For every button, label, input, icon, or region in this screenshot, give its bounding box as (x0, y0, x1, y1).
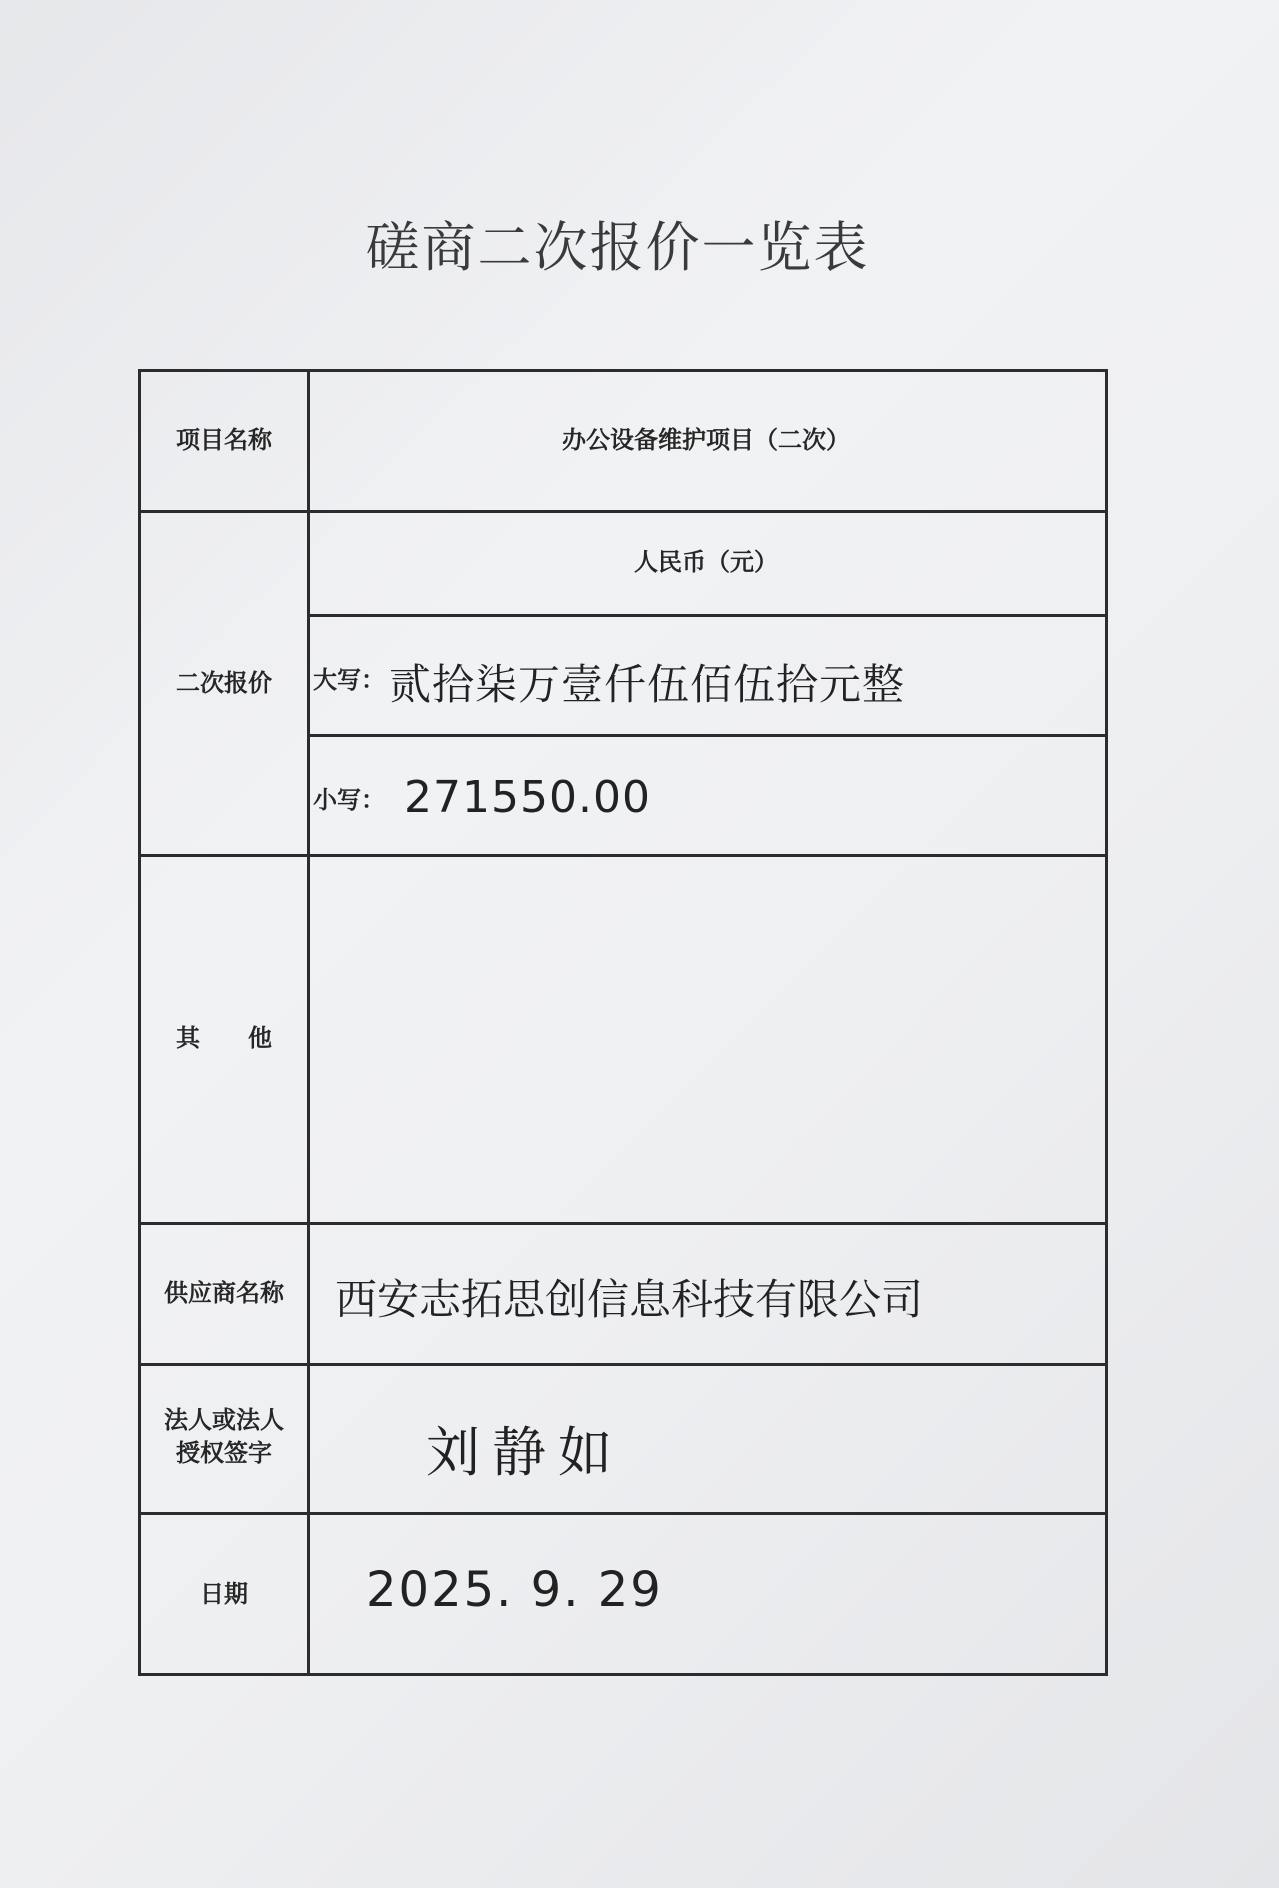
project-name-label: 项目名称 (176, 426, 272, 454)
signature-label-line1: 法人或法人 (164, 1406, 284, 1434)
signature-label-line2: 授权签字 (176, 1439, 272, 1467)
supplier-label: 供应商名称 (164, 1279, 284, 1307)
quote-label: 二次报价 (176, 669, 272, 697)
small-amount-value: 271550.00 (404, 772, 651, 823)
quotation-table (138, 369, 1108, 1676)
small-amount-label: 小写： (313, 786, 385, 814)
signature-value: 刘静如 (426, 1421, 624, 1484)
project-name-value: 办公设备维护项目（二次） (562, 426, 850, 454)
row-divider (141, 1222, 1105, 1225)
row-divider (141, 854, 1105, 857)
other-label: 其 他 (176, 1024, 272, 1052)
currency-label: 人民币（元） (634, 548, 778, 576)
document-title: 磋商二次报价一览表 (365, 216, 870, 279)
row-divider (307, 614, 1105, 617)
capital-amount-label: 大写： (313, 666, 385, 694)
row-divider (307, 734, 1105, 737)
row-divider (141, 1512, 1105, 1515)
date-value: 2025. 9. 29 (366, 1562, 663, 1618)
supplier-value: 西安志拓思创信息科技有限公司 (335, 1275, 924, 1324)
date-label: 日期 (200, 1580, 248, 1608)
capital-amount-value: 贰拾柒万壹仟伍佰伍拾元整 (389, 660, 906, 709)
row-divider (141, 510, 1105, 513)
row-divider (141, 1363, 1105, 1366)
